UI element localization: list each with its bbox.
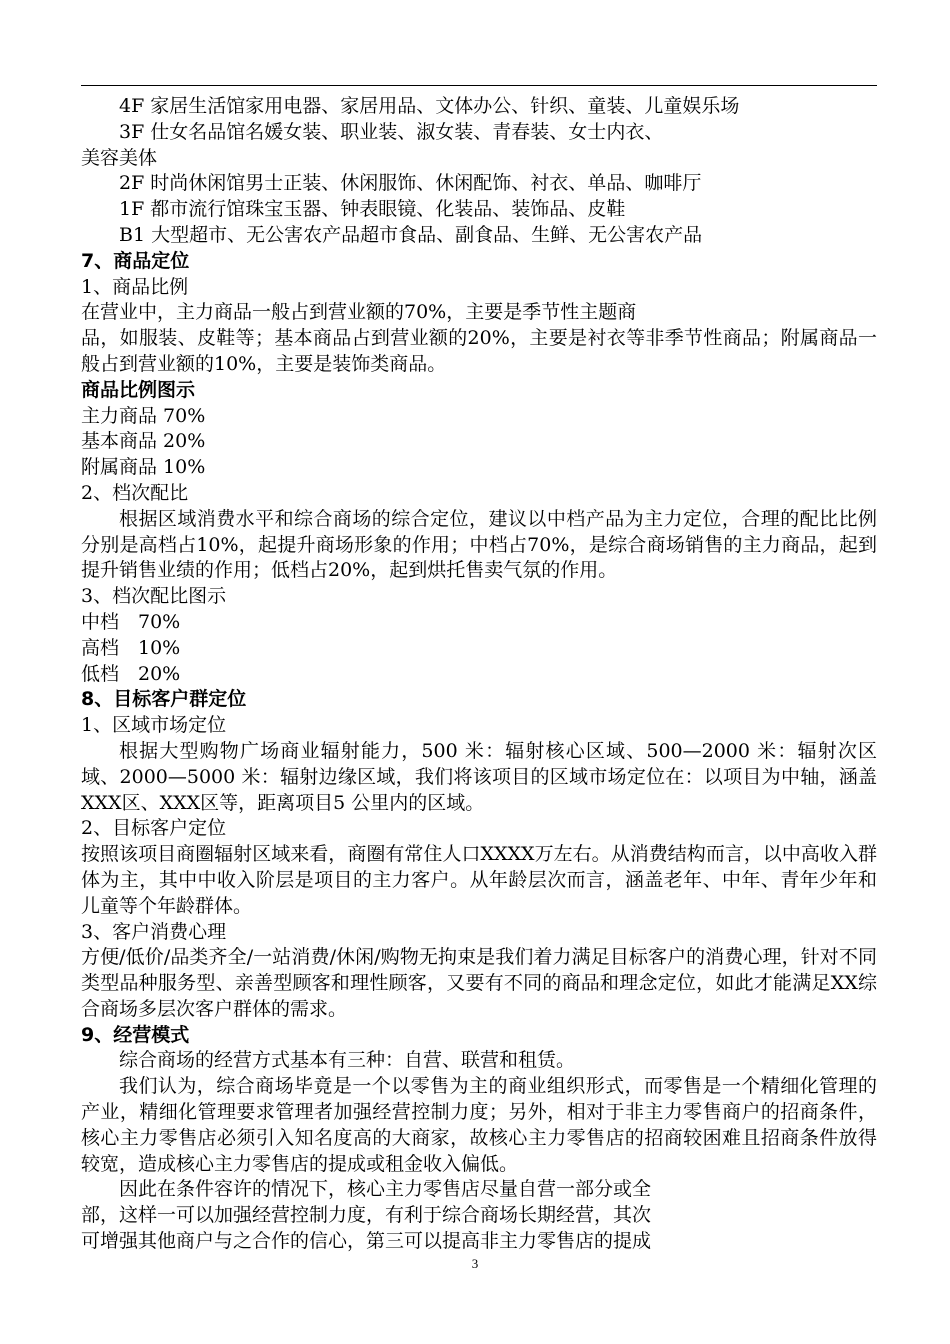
grade-item-mid: 中档 70%	[81, 610, 181, 633]
header-rule	[81, 85, 877, 86]
section-9-heading: 9、经营模式	[81, 1023, 190, 1046]
section-9-para3-line1: 因此在条件容许的情况下，核心主力零售店尽量自营一部分或全	[119, 1178, 652, 1201]
floor-line-2f: 2F 时尚休闲馆男士正装、休闲服饰、休闲配饰、衬衣、单品、咖啡厅	[119, 172, 702, 195]
section-8-para2: 按照该项目商圈辐射区域来看，商圈有常住人口XXXX万左右。从消费结构而言，以中高收入群体为主，其中中收入阶层是项目的主力客户。从年龄层次而言，涵盖老年、中年、青年少年和儿童等个年龄群体。	[81, 843, 877, 917]
section-7-sub2: 2、档次配比	[81, 481, 189, 504]
grade-item-low: 低档 20%	[81, 662, 181, 685]
section-9-para3-line2: 部，这样一可以加强经营控制力度，有利于综合商场长期经营，其次	[81, 1204, 652, 1227]
section-9-para1: 综合商场的经营方式基本有三种：自营、联营和租赁。	[119, 1049, 576, 1072]
ratio-chart-title: 商品比例图示	[81, 378, 196, 401]
section-7-sub1: 1、商品比例	[81, 275, 189, 298]
section-7-para2: 根据区域消费水平和综合商场的综合定位，建议以中档产品为主力定位，合理的配比比例分别是高档占10%，起提升商场形象的作用；中档占70%，是综合商场销售的主力商品，起到提升销售业绩的作用；低档占20%，起到烘托售卖气氛的作用。	[81, 507, 877, 582]
section-8-sub1: 1、区域市场定位	[81, 714, 227, 737]
section-7-para1-rest: 品，如服装、皮鞋等；基本商品占到营业额的20%，主要是衬衣等非季节性商品；附属商品一般占到营业额的10%，主要是装饰类商品。	[81, 327, 877, 375]
ratio-item-accessory: 附属商品 10%	[81, 456, 206, 479]
section-8-para3: 方便/低价/品类齐全/一站消费/休闲/购物无拘束是我们着力满足目标客户的消费心理，针对不同类型品种服务型、亲善型顾客和理性顾客，又要有不同的商品和理念定位，如此才能满足XX综合商场多层次客户群体的需求。	[81, 946, 877, 1020]
section-8-para1: 根据大型购物广场商业辐射能力，500 米：辐射核心区域、500—2000 米：辐射次区域、2000—5000 米：辐射边缘区域，我们将该项目的区域市场定位在：以项目为中轴，涵盖XXX区、XXX区等，距离项目5 公里内的区域。	[81, 739, 877, 814]
section-7-heading: 7、商品定位	[81, 249, 190, 272]
section-7-sub3: 3、档次配比图示	[81, 585, 227, 608]
floor-line-4f: 4F 家居生活馆家用电器、家居用品、文体办公、针织、童装、儿童娱乐场	[119, 95, 740, 117]
floor-line-b1: B1 大型超市、无公害农产品超市食品、副食品、生鲜、无公害农产品	[119, 223, 703, 246]
section-9-para3-line3: 可增强其他商户与之合作的信心，第三可以提高非主力零售店的提成	[81, 1230, 652, 1253]
ratio-item-basic: 基本商品 20%	[81, 430, 206, 453]
grade-item-high: 高档 10%	[81, 636, 181, 659]
section-8-sub3: 3、客户消费心理	[81, 920, 227, 943]
section-8-heading: 8、目标客户群定位	[81, 688, 247, 711]
section-8-sub2: 2、目标客户定位	[81, 817, 227, 840]
floor-line-3f-cont: 美容美体	[81, 146, 158, 169]
floor-line-3f: 3F 仕女名品馆名媛女装、职业装、淑女装、青春装、女士内衣、	[119, 120, 664, 143]
section-7-para1-line1: 在营业中，主力商品一般占到营业额的70%，主要是季节性主题商	[81, 301, 637, 324]
document-body	[81, 94, 877, 1255]
ratio-item-main: 主力商品 70%	[81, 404, 206, 427]
section-9-para2: 我们认为，综合商场毕竟是一个以零售为主的商业组织形式，而零售是一个精细化管理的产业，精细化管理要求管理者加强经营控制力度；另外，相对于非主力零售商户的招商条件，核心主力零售店必须引入知名度高的大商家，故核心主力零售店的招商较困难且招商条件放得较宽，造成核心主力零售店的提成或租金收入偏低。	[81, 1075, 877, 1175]
floor-line-1f: 1F 都市流行馆珠宝玉器、钟表眼镜、化装品、装饰品、皮鞋	[119, 198, 626, 221]
page-number: 3	[471, 1256, 479, 1271]
